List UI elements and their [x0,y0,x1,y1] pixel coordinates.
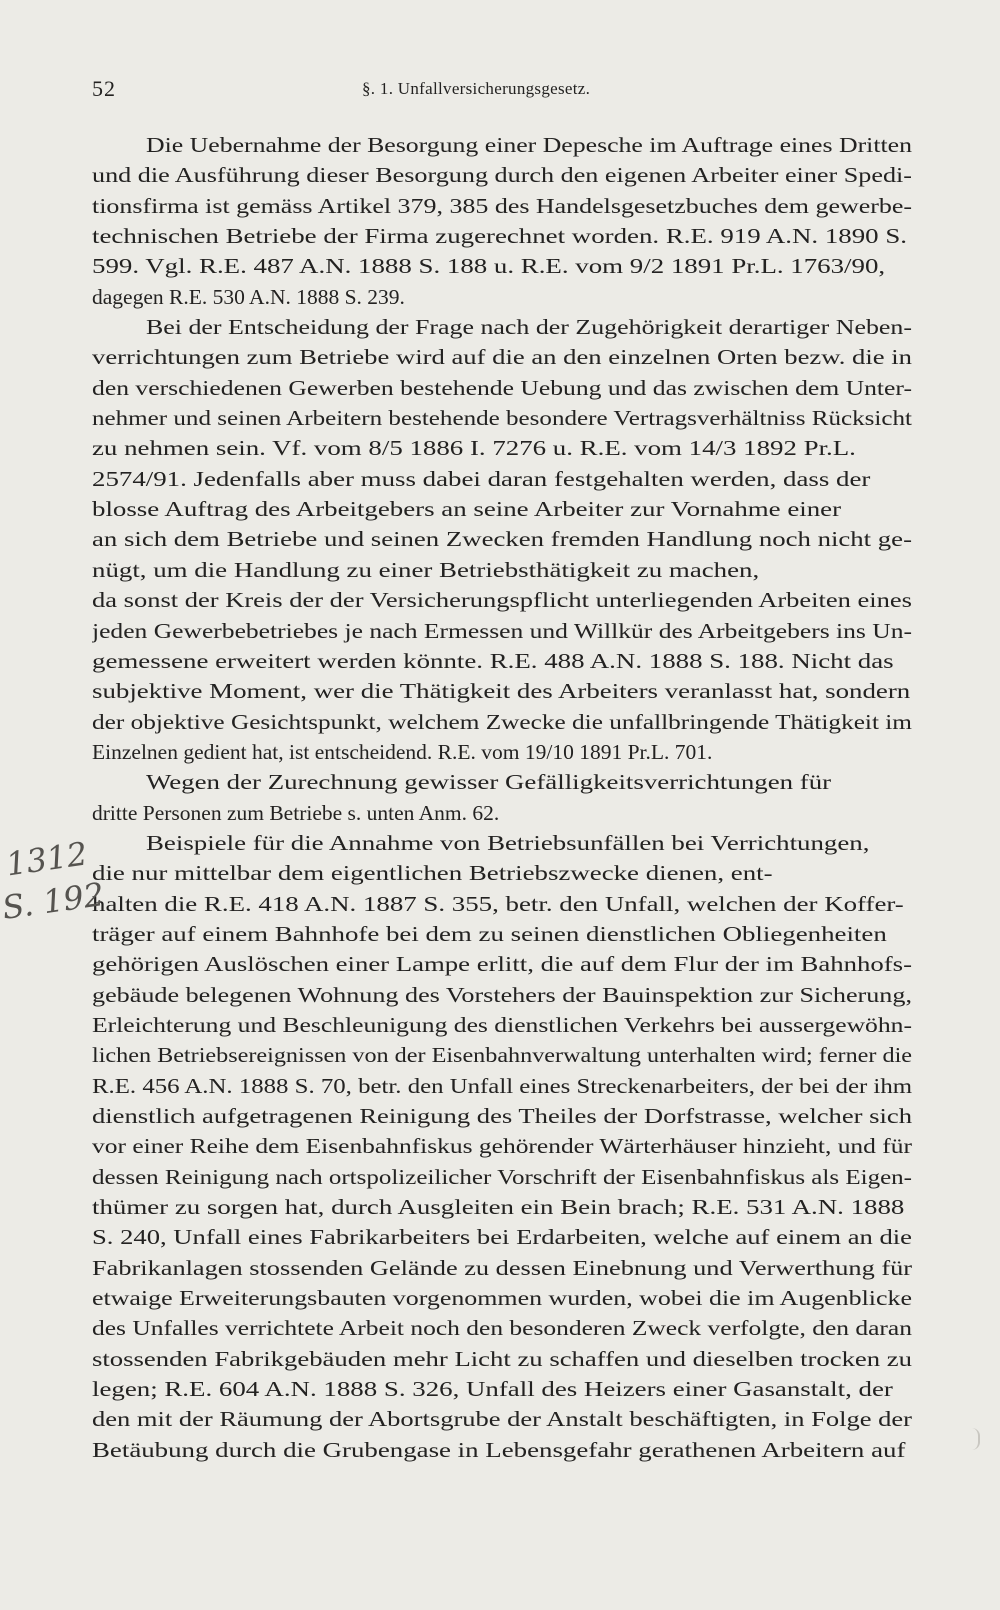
text-line-content: Beispiele für die Annahme von Betriebsunfällen bei Verrichtungen, [146,830,870,855]
text-line [92,464,912,494]
text-line [92,919,912,949]
text-line [92,160,912,190]
text-line [92,433,912,463]
text-line-content: verrichtungen zum Betriebe wird auf die an den einzelnen Orten bezw. die in [92,345,912,370]
text-line-content: dessen Reinigung nach ortspolizeilicher Vorschrift der Eisenbahnfiskus als Eigen- [92,1164,912,1189]
text-line [92,737,912,767]
text-line-content: 2574/91. Jedenfalls aber muss dabei daran festgehalten werden, dass der [92,466,871,491]
text-line-content: den verschiedenen Gewerben bestehende Uebung und das zwischen dem Unter- [92,375,912,400]
text-line-content: R.E. 456 A.N. 1888 S. 70, betr. den Unfall eines Streckenarbeiters, der bei der ihm [92,1073,912,1098]
text-line-content: Bei der Entscheidung der Frage nach der Zugehörigkeit derartiger Neben- [146,315,912,340]
text-line-content: Wegen der Zurechnung gewisser Gefälligkeitsverrichtungen für [146,770,832,795]
text-line [92,798,912,828]
text-line [92,1253,912,1283]
text-line [92,494,912,524]
text-line-content: stossenden Fabrikgebäuden mehr Licht zu schaffen und dieselben trocken zu [92,1346,912,1371]
text-line-content: lichen Betriebsereignissen von der Eisenbahnverwaltung unterhalten wird; ferner die [92,1043,912,1068]
text-line [92,221,912,251]
text-line [92,342,912,372]
text-line [92,1435,912,1465]
text-line-content: S. 240, Unfall eines Fabrikarbeiters bei Erdarbeiten, welche auf einem an die [92,1225,912,1250]
body-text [92,130,912,1465]
text-line-content: dritte Personen zum Betriebe s. unten Anm. 62. [92,800,500,825]
text-line-content: halten die R.E. 418 A.N. 1887 S. 355, betr. den Unfall, welchen der Koffer- [92,891,904,916]
page-header [92,76,912,106]
text-line [92,949,912,979]
text-line-content: der objektive Gesichtspunkt, welchem Zwecke die unfallbringende Thätigkeit im [92,709,912,734]
text-line-content: und die Ausführung dieser Besorgung durch den eigenen Arbeiter einer Spedi- [92,163,912,188]
text-line [92,980,912,1010]
text-line-content: die nur mittelbar dem eigentlichen Betriebszwecke dienen, ent- [92,861,773,886]
text-line [92,1313,912,1343]
text-line [92,707,912,737]
text-line-content: des Unfalles verrichtete Arbeit noch den besonderen Zweck verfolgte, den daran [92,1316,912,1341]
text-line [92,1071,912,1101]
text-line-content: zu nehmen sein. Vf. vom 8/5 1886 I. 7276 u. R.E. vom 14/3 1892 Pr.L. [92,436,856,461]
text-line [92,191,912,221]
text-line-content: jeden Gewerbebetriebes je nach Ermessen und Willkür des Arbeitgebers ins Un- [92,618,912,643]
text-line [92,1192,912,1222]
text-line [92,1374,912,1404]
text-line-content: da sonst der Kreis der der Versicherungspflicht unterliegenden Arbeiten eines [92,588,912,613]
running-head: §. 1. Unfallversicherungsgesetz. [362,79,591,98]
text-line-content: Die Uebernahme der Besorgung einer Depesche im Auftrage eines Dritten [146,133,912,157]
text-line [92,403,912,433]
text-line-content: gemessene erweitert werden könnte. R.E. 488 A.N. 1888 S. 188. Nicht das [92,648,894,673]
text-line [92,1040,912,1070]
text-line [92,1222,912,1252]
text-line-content: Fabrikanlagen stossenden Gelände zu dessen Einebnung und Verwerthung für [92,1255,912,1280]
text-line [92,251,912,281]
text-line [92,282,912,312]
scan-edge-mark [972,1428,980,1450]
text-line [92,585,912,615]
handwritten-margin-note: 1312 [3,834,90,884]
text-line [92,555,912,585]
text-line [92,524,912,554]
text-line-content: gebäude belegenen Wohnung des Vorstehers der Bauinspektion zur Sicherung, [92,982,912,1007]
text-line-content: gehörigen Auslöschen einer Lampe erlitt, die auf dem Flur der im Bahnhofs- [92,952,912,977]
text-line [92,1101,912,1131]
text-line [92,767,912,797]
text-line-content: nügt, um die Handlung zu einer Betriebsthätigkeit zu machen, [92,557,760,582]
page-number: 52 [92,76,116,101]
text-line-content: dienstlich aufgetragenen Reinigung des Theiles der Dorfstrasse, welcher sich [92,1104,912,1128]
text-line-content: vor einer Reihe dem Eisenbahnfiskus gehörender Wärterhäuser hinzieht, und für [92,1134,912,1159]
text-line [92,676,912,706]
text-line-content: technischen Betriebe der Firma zugerechnet worden. R.E. 919 A.N. 1890 S. [92,224,907,249]
text-line-content: nehmer und seinen Arbeitern bestehende besondere Vertragsverhältniss Rücksicht [92,406,912,431]
text-line-content: an sich dem Betriebe und seinen Zwecken fremden Handlung noch nicht ge- [92,527,912,552]
text-line-content: träger auf einem Bahnhofe bei dem zu seinen dienstlichen Obliegenheiten [92,921,887,946]
handwritten-margin-note: S. 192 [0,875,107,927]
text-line [92,1131,912,1161]
text-line-content: blosse Auftrag des Arbeitgebers an seine Arbeiter zur Vornahme einer [92,497,842,522]
text-line-content: Erleichterung und Beschleunigung des dienstlichen Verkehrs bei aussergewöhn- [92,1012,912,1037]
text-line-content: dagegen R.E. 530 A.N. 1888 S. 239. [92,284,405,309]
text-line [92,616,912,646]
text-line-content: etwaige Erweiterungsbauten vorgenommen wurden, wobei die im Augenblicke [92,1286,912,1311]
text-line [92,858,912,888]
text-line-content: subjektive Moment, wer die Thätigkeit des Arbeiters veranlasst hat, sondern [92,679,911,704]
text-line [92,312,912,342]
text-line [92,1404,912,1434]
text-line [92,1344,912,1374]
text-line-content: 599. Vgl. R.E. 487 A.N. 1888 S. 188 u. R.E. vom 9/2 1891 Pr.L. 1763/90, [92,254,886,279]
text-line-content: thümer zu sorgen hat, durch Ausgleiten ein Bein brach; R.E. 531 A.N. 1888 [92,1195,905,1220]
text-line [92,373,912,403]
text-line [92,1283,912,1313]
text-line [92,646,912,676]
text-line [92,889,912,919]
text-line-content: den mit der Räumung der Abortsgrube der Anstalt beschäftigten, in Folge der [92,1407,912,1432]
text-line-content: legen; R.E. 604 A.N. 1888 S. 326, Unfall des Heizers einer Gasanstalt, der [92,1377,893,1402]
text-line-content: Einzelnen gedient hat, ist entscheidend. R.E. vom 19/10 1891 Pr.L. 701. [92,739,713,764]
text-line [92,130,912,160]
text-line-content: tionsfirma ist gemäss Artikel 379, 385 des Handelsgesetzbuches dem gewerbe- [92,193,912,218]
text-line [92,1010,912,1040]
text-line [92,1162,912,1192]
text-line [92,828,912,858]
text-line-content: Betäubung durch die Grubengase in Lebensgefahr gerathenen Arbeitern auf [92,1437,906,1462]
